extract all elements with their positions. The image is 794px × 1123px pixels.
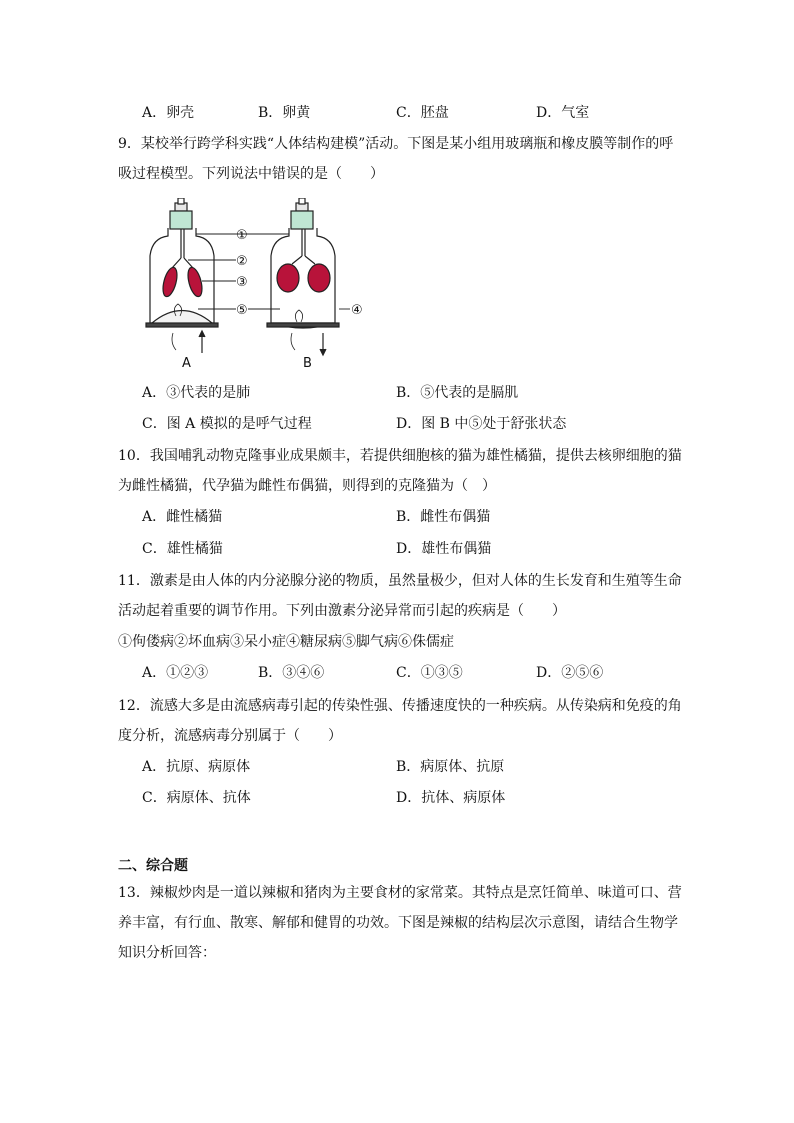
q11-stem-line2: 活动起着重要的调节作用。下列由激素分泌异常而引起的疾病是（ ） [118, 603, 566, 619]
q12-option-c: C．病原体、抗体 [142, 790, 251, 806]
q8-option-a: A．卵壳 [142, 105, 195, 121]
breathing-model-diagram [140, 198, 380, 378]
q12-option-d: D．抗体、病原体 [396, 790, 506, 806]
q11-option-a: A．①②③ [142, 665, 209, 681]
q12-option-a: A．抗原、病原体 [142, 759, 251, 775]
q8-option-c: C．胚盘 [396, 105, 449, 121]
q8-option-b: B．卵黄 [258, 105, 311, 121]
q11-items: ①佝偻病②坏血病③呆小症④糖尿病⑤脚气病⑥侏儒症 [118, 634, 454, 650]
q9-option-b: B．⑤代表的是膈肌 [396, 385, 519, 401]
q10-option-c: C．雄性橘猫 [142, 541, 223, 557]
q11-option-c: C．①③⑤ [396, 665, 463, 681]
q12-stem-line2: 度分析，流感病毒分别属于（ ） [118, 728, 342, 744]
bottle-b [267, 198, 339, 355]
q12-stem-line1: 12．流感大多是由流感病毒引起的传染性强、传播速度快的一种疾病。从传染病和免疫的角 [118, 698, 682, 714]
section-title: 二、综合题 [118, 858, 188, 874]
q12-option-b: B．病原体、抗原 [396, 759, 505, 775]
q10-stem-line2: 为雌性橘猫，代孕猫为雌性布偶猫，则得到的克隆猫为（ ） [118, 478, 496, 494]
q13-line2: 养丰富，有行血、散寒、解郁和健胃的功效。下图是辣椒的结构层次示意图，请结合生物学 [118, 915, 678, 931]
q9-stem-line1: 9．某校举行跨学科实践“人体结构建模”活动。下图是某小组用玻璃瓶和橡皮膜等制作的呼 [118, 136, 674, 152]
q9-option-c: C．图 A 模拟的是呼气过程 [142, 416, 312, 432]
caption-a: A [182, 356, 191, 371]
q11-stem-line1: 11．激素是由人体的内分泌腺分泌的物质，虽然量极少，但对人体的生长发育和生殖等生命 [118, 573, 682, 589]
q10-option-d: D．雄性布偶猫 [396, 541, 492, 557]
q10-stem-line1: 10．我国哺乳动物克隆事业成果颇丰，若提供细胞核的猫为雄性橘猫，提供去核卵细胞的猫 [118, 448, 682, 464]
q11-option-d: D．②⑤⑥ [536, 665, 604, 681]
q9-option-d: D．图 B 中⑤处于舒张状态 [396, 416, 567, 432]
label-2: ② [236, 254, 248, 269]
q11-option-b: B．③④⑥ [258, 665, 325, 681]
q9-option-a: A．③代表的是肺 [142, 385, 251, 401]
label-5: ⑤ [236, 303, 248, 318]
q9-stem-line2: 吸过程模型。下列说法中错误的是（ ） [118, 166, 384, 182]
label-3: ③ [236, 275, 248, 290]
q13-line3: 知识分析回答： [118, 945, 216, 961]
bottle-a [146, 198, 218, 353]
q13-line1: 13．辣椒炒肉是一道以辣椒和猪肉为主要食材的家常菜。其特点是烹饪简单、味道可口、营 [118, 885, 682, 901]
caption-b: B [303, 356, 312, 371]
label-1: ① [236, 228, 248, 243]
q10-option-b: B．雌性布偶猫 [396, 509, 491, 525]
q10-option-a: A．雌性橘猫 [142, 509, 223, 525]
label-4: ④ [351, 303, 363, 318]
q8-option-d: D．气室 [536, 105, 590, 121]
